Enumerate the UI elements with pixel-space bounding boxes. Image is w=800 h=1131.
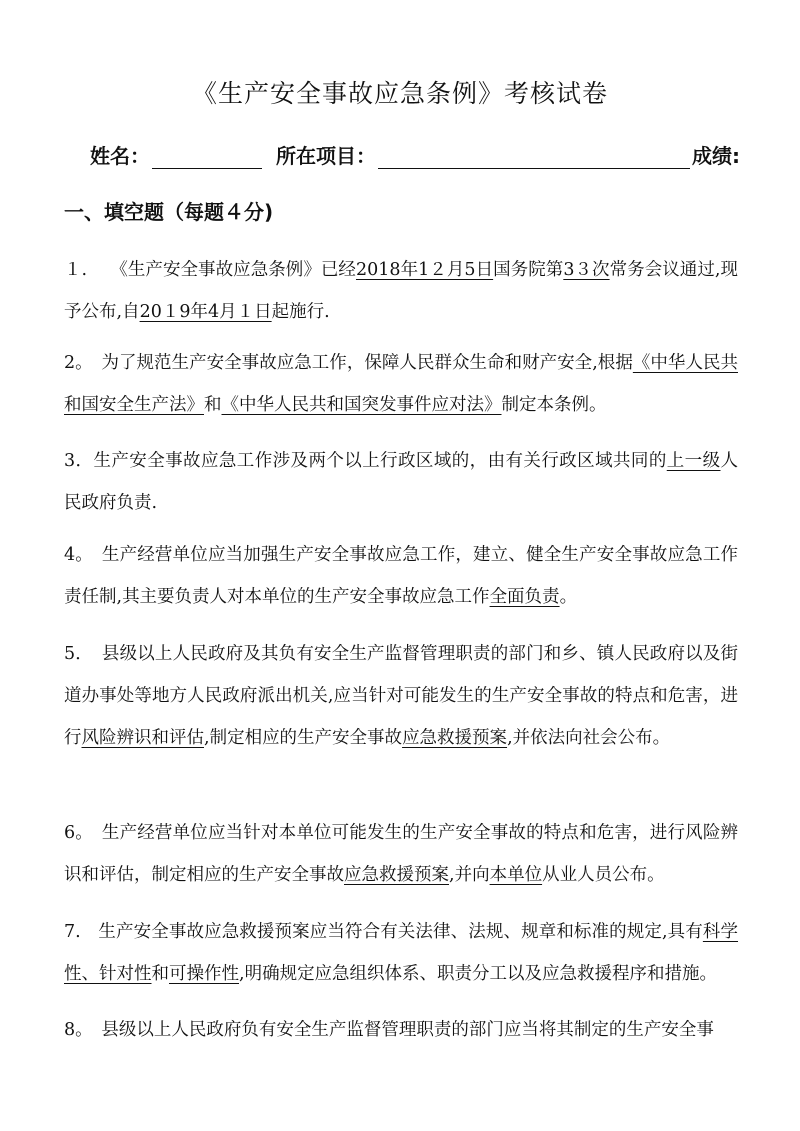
question-text: 制定本条例。: [501, 395, 607, 415]
question-text: ,并依法向社会公布。: [507, 728, 671, 748]
question-4: [64, 534, 738, 618]
question-text: 5． 县级以上人民政府及其负有安全生产监督管理职责的部门和乡、镇人民政府以及街道办事处等地方人民政府派出机关,应当针对可能发生的生产安全事故的特点和危害，进行: [64, 644, 738, 748]
question-text: 7. 生产安全事故应急救援预案应当符合有关法律、法规、规章和标准的规定,具有: [64, 922, 703, 942]
question-text: 4。 生产经营单位应当加强生产安全事故应急工作，建立、健全生产安全事故应急工作责任制,其主要负责人对本单位的生产安全事故应急工作: [64, 545, 738, 607]
question-text: 国务院第: [493, 260, 564, 280]
question-text: ,明确规定应急组织体系、职责分工以及应急救援程序和措施。: [239, 964, 718, 984]
question-text: １. 《生产安全事故应急条例》已经: [64, 260, 356, 280]
question-1: [64, 249, 738, 333]
answer-underlined: 本单位: [489, 865, 543, 885]
project-label: 所在项目：: [276, 144, 376, 168]
question-3: [64, 440, 738, 524]
name-blank[interactable]: [152, 146, 262, 169]
page-title: 《生产安全事故应急条例》考核试卷: [191, 79, 608, 108]
answer-underlined: 《中华人民共和国安全生产法》: [64, 353, 738, 415]
score-label: 成绩:: [692, 144, 740, 168]
section-heading: 一、填空题（每题４分): [64, 200, 274, 224]
answer-underlined: 2018年1２月5日: [355, 260, 494, 280]
question-text: 和: [204, 395, 222, 415]
question-text: 和: [151, 964, 169, 984]
question-text: 。: [559, 587, 578, 607]
question-6: [64, 812, 738, 896]
answer-underlined: 20１9年4月１日: [139, 302, 272, 322]
question-text: 8。 县级以上人民政府负有安全生产监督管理职责的部门应当将其制定的生产安全事: [64, 1020, 714, 1040]
question-8: [64, 1009, 738, 1051]
answer-underlined: 风险辨识和评估: [81, 728, 204, 748]
question-text: ,制定相应的生产安全事故: [204, 728, 403, 748]
question-text: 从业人员公布。: [542, 865, 665, 885]
name-label: 姓名：: [90, 144, 150, 168]
question-text: 起施行.: [271, 302, 330, 322]
question-text: 2。 为了规范生产安全事故应急工作，保障人民群众生命和财产安全,根据: [64, 353, 633, 373]
answer-underlined: 应急救援预案: [344, 865, 449, 885]
info-row: [90, 140, 750, 169]
answer-underlined: 3３次: [563, 260, 610, 280]
answer-underlined: 可操作性: [169, 964, 239, 984]
answer-underlined: 《中华人民共和国突发事件应对法》: [221, 395, 502, 415]
answer-underlined: 上一级: [666, 451, 721, 471]
answer-underlined: 应急救援预案: [402, 728, 508, 748]
question-text: 人民政府负责.: [64, 451, 738, 513]
question-7: [64, 911, 738, 995]
question-5: [64, 633, 738, 759]
project-blank[interactable]: [378, 146, 690, 169]
question-text: 3．生产安全事故应急工作涉及两个以上行政区域的，由有关行政区域共同的: [64, 451, 667, 471]
question-text: 6。 生产经营单位应当针对本单位可能发生的生产安全事故的特点和危害，进行风险辨识和评估，制定相应的生产安全事故: [64, 823, 738, 885]
question-2: [64, 342, 738, 426]
answer-underlined: 全面负责: [489, 587, 560, 607]
question-text: ,并向: [449, 865, 490, 885]
question-text: 常务会议通过,现予公布,自: [64, 260, 739, 322]
answer-underlined: 科学性、针对性: [64, 922, 739, 984]
